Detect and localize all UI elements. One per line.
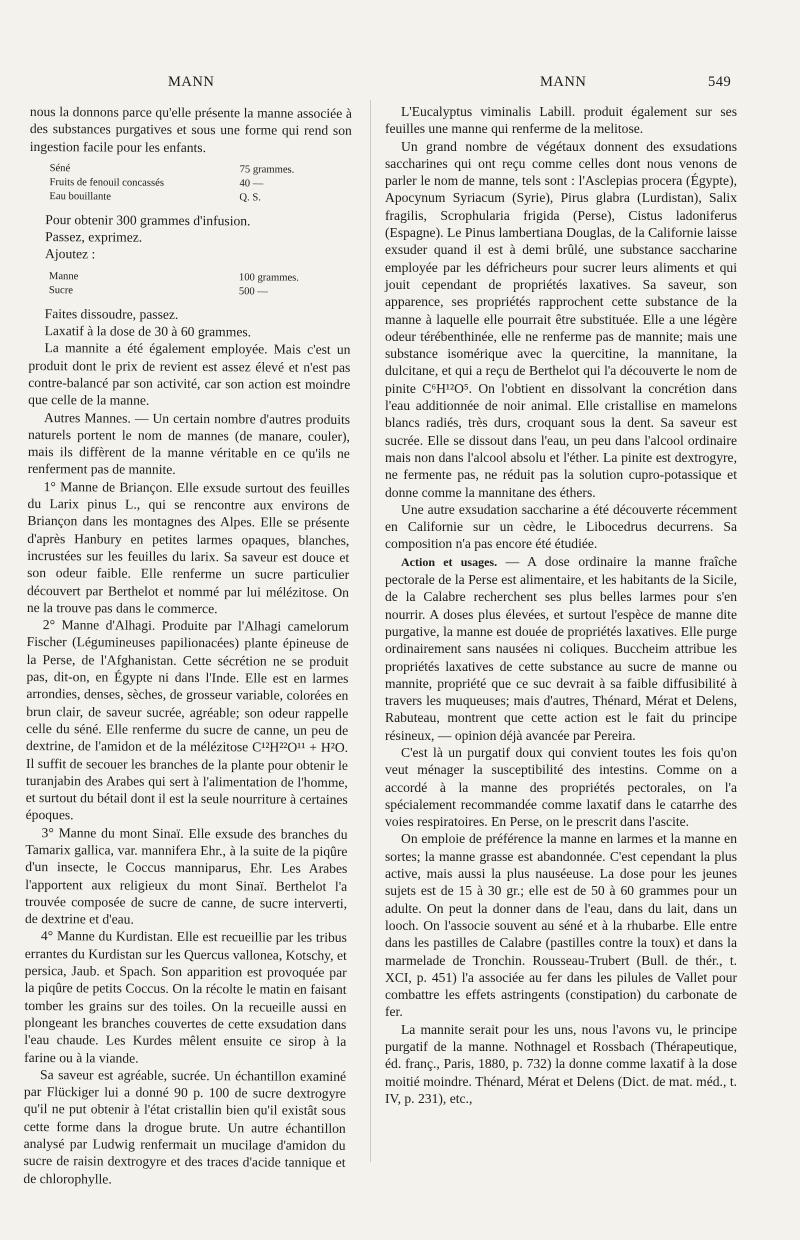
paragraph: On emploie de préférence la manne en larmes et la manne en sortes; la manne grasse est abandonnée. C'est cependant la plus active, mais aussi la plus nauséeuse. La dose pour les jeunes sujets est de 15 à 30 gr.; elle est de 50 à 60 grammes pour un adulte. On peut la donner dans de l'eau, dans du lait, dans un looch. On l'associe souvent au séné et à la rhubarbe. Elle entre dans les pastilles de Calabre (pastilles contre la toux) et dans la marmelade de Tronchin. Rousseau-Trubert (Bull. de thér., t. XCI, p. 451) l'a associée au fer dans les pilules de Vallet pour combattre les effets astringents (constipation) du carbonate de fer. <box>385 831 737 1020</box>
recipe-qty: 75 grammes. <box>239 164 295 176</box>
left-column <box>23 103 352 1189</box>
recipe-row <box>49 190 319 206</box>
paragraph: 1° Manne de Briançon. Elle exsude surtout des feuilles du Larix pinus L., qui se rencontre aux environs de Briançon dans les montagnes des Alpes. Elle se présente d'après Hanbury en petites larmes opaques, blanches, incrustées sur les feuilles du larix. Sa saveur est douce et son odeur faible. Elle renferme un sucre particulier découvert par Berthelot et nommé par lui mélézitose. On ne la trouve pas dans le commerce. <box>26 478 350 616</box>
paragraph: Sa saveur est agréable, sucrée. Un échantillon examiné par Flückiger lui a donné 90 p. 100 de sucre dextrogyre qu'il ne put obtenir à l'état cristallin bien qu'il existât sous cette forme dans la drogue brute. Un autre échantillon analysé par Ludwig renfermait un mucilage d'amidon du sucre de raisin dextrogyre et des traces d'acide tannique et de chlorophylle. <box>23 1066 347 1187</box>
recipe-qty: 40 — <box>239 178 264 190</box>
recipe-qty: 500 — <box>238 286 269 298</box>
page-number: 549 <box>708 74 732 90</box>
paragraph: Passez, exprimez. <box>45 229 143 245</box>
paragraph: Une autre exsudation saccharine a été découverte récemment en Californie sur un cèdre, le Libocedrus decurrens. Sa composition n'a pas encore été étudiée. <box>385 501 737 552</box>
paragraph: Un grand nombre de végétaux donnent des exsudations saccharines qui ont reçu comme celles dont nous venons de parler le nom de manne, tels sont : l'Asclepias procera (Égypte), Apocynum Syriacum (Syrie), Pirus glabra (Lurdistan), Salix fragilis, Scrophularia frigida (Perse), Cistus ladoniferus (Espagne). Le Pinus lambertiana Douglas, de la Californie laisse exsuder quand il est à demi brûlé, une substance saccharine employée par les défricheurs pour sucrer leurs aliments et qui jouit cependant de propriétés laxatives. Sa saveur, son apparence, ses propriétés rapprochent cette substance de la manne à laquelle elle pourrait être substituée. Elle a une légère odeur térébenthinée, elle ne renferme pas de mannite; mais une substance isomérique avec la quercitine, la mannitane, la dulcitane, et qui a reçu de Berthelot qui l'a découverte le nom de pinite C⁶H¹²O⁵. On l'obtient en dissolvant la concrétion dans l'eau additionnée de noir animal. Elle cristallise en mamelons blancs radiés, très durs, croquant sous la dent. Sa saveur est sucrée. Elle se dissout dans l'eau, un peu dans l'alcool ordinaire mais non dans l'alcool absolu et l'éther. La pinite est dextrogyre, ne fermente pas, ne réduit pas la solution cupro-potassique et donne comme la mannitane des éthers. <box>385 138 737 500</box>
paragraph: 2° Manne d'Alhagi. Produite par l'Alhagi camelorum Fischer (Légumineuses papilionacées) plante épineuse de la Perse, de l'Afghanistan. Cette sécrétion ne se produit pas, dit-on, en Égypte ni dans l'Inde. Elle est en larmes arrondies, denses, sèches, de grosseur variable, colorées en brun clair, de saveur sucrée, agréable; son odeur rappelle celle du séné. Elle renferme du sucre de canne, un peu de dextrine, de l'amidon et de la mélézitose C¹²H²²O¹¹ + H²O. Il suffit de secouer les branches de la plante pour obtenir le turanjabin des Arabes qui sert à l'alimentation de l'homme, et surtout du bétail dont il est la seule nourriture à certaines époques. <box>25 617 349 823</box>
header-right-title: MANN <box>540 74 587 90</box>
header-left-title: MANN <box>168 74 215 90</box>
paragraph: La mannite serait pour les uns, nous l'avons vu, le principe purgatif de la manne. Nothnagel et Rossbach (Thérapeutique, éd. franç., Paris, 1880, p. 732) la donne comme laxatif à la dose moitié moindre. Thénard, Mérat et Delens (Dict. de mat. méd., t. IV, p. 231), etc., <box>385 1021 737 1106</box>
paragraph-text: — A dose ordinaire la manne fraîche pectorale de la Perse est alimentaire, et les habitants de la Sicile, de la Calabre recherchent ses plus belles larmes pour s'en nourrir. A doses plus élevées, et surtout l'espèce de manne dite purgative, la manne est douée de propriétés laxatives. Elle purge ordinairement sans nausées ni coliques. Buccheim attribue les propriétés laxatives de cette substance au sucre de manne ou mannite, propriété que ce suc devrait à sa faible diffusibilité à travers les muqueuses; mais d'autres, Thénard, Mérat et Delens, Rabuteau, montrent que cette action est le fait du principe résineux, — opinion déjà avancée par Pereira. <box>385 553 737 743</box>
paragraph: 3° Manne du mont Sinaï. Elle exsude des branches du Tamarix gallica, var. mannifera Ehr., à la suite de la piqûre d'un insecte, le Coccus manniparus, Ehr. Les Arabes l'apportent aux religieux du mont Sinaï. Berthelot l'a trouvée composée de sucre de canne, de sucre interverti, de dextrine et d'eau. <box>24 824 348 927</box>
paragraph: Laxatif à la dose de 30 à 60 grammes. <box>44 323 252 340</box>
paragraph: 4° Manne du Kurdistan. Elle est recueillie par les tribus errantes du Kurdistan sur les Quercus vallonea, Kotschy, et persica, Jaub. et Spach. Son apparition est provoquée par la piqûre de petits Coccus. On la récolte le matin en faisant tomber les grains sur des toiles. On la recueille aussi en plongeant les branches couvertes de cette exsudation dans l'eau chaude. Les Kurdes mêlent ensuite ce sirop à la farine ou à la viande. <box>24 928 347 1066</box>
running-header <box>0 74 800 94</box>
paragraph: Autres Mannes. — Un certain nombre d'autres produits naturels portent le nom de mannes (de manare, couler), mais ils diffèrent de la manne véritable en ce qu'ils ne renferment pas de mannite. <box>27 409 351 478</box>
recipe-item: Sucre <box>48 284 74 297</box>
recipe-item: Séné <box>49 163 71 175</box>
recipe-list <box>49 162 319 206</box>
column-divider <box>370 100 371 1162</box>
paragraph: L'Eucalyptus viminalis Labill. produit également sur ses feuilles une manne qui renferme de la melitose. <box>385 104 737 137</box>
recipe-item: Manne <box>48 270 79 283</box>
recipe-row <box>49 284 319 300</box>
paragraph: La mannite a été également employée. Mais c'est un produit dont le prix de revient est assez élevé et n'est pas contre-balancé par son activité, car son action est moindre que celle de la manne. <box>28 340 351 409</box>
recipe-item: Fruits de fenouil concassés <box>49 177 164 189</box>
paragraph: nous la donnons parce qu'elle présente la manne associée à des substances purgatives et sous une forme qui rend son ingestion facile pour les enfants. <box>29 103 352 155</box>
recipe-item: Eau bouillante <box>49 191 111 203</box>
paragraph: C'est là un purgatif doux qui convient toutes les fois qu'on veut ménager la susceptibilité des intestins. Comme on a accordé à la manne des propriétés pectorales, on l'a spécialement recommandée comme laxatif dans le catarrhe des voies respiratoires. En Perse, on le prescrit dans l'ascite. <box>385 744 737 830</box>
recipe-qty: 100 grammes. <box>238 272 300 284</box>
recipe-qty: Q. S. <box>239 192 261 204</box>
paragraph: Faites dissoudre, passez. <box>44 305 179 322</box>
paragraph: Ajoutez : <box>45 246 96 262</box>
section-heading: Action et usages. <box>401 554 498 569</box>
right-column <box>385 103 737 1107</box>
recipe-list <box>49 270 319 300</box>
paragraph <box>385 553 737 744</box>
paragraph: Pour obtenir 300 grammes d'infusion. <box>45 211 251 229</box>
